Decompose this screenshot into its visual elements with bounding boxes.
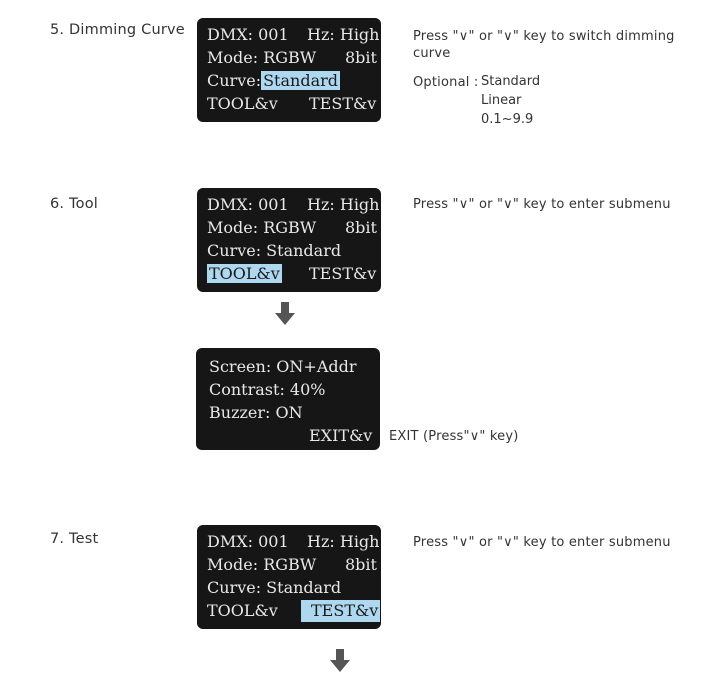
section-title-test: 7. Test bbox=[50, 531, 99, 547]
lcd-screen-dimming bbox=[197, 18, 381, 122]
dmx-address: DMX: 001 bbox=[207, 532, 289, 551]
curve-label: Curve: bbox=[207, 71, 262, 90]
lcd-screen-tool-submenu bbox=[196, 348, 380, 450]
option-linear: Linear bbox=[481, 93, 522, 108]
submenu-row-buzzer: Buzzer: ON bbox=[209, 403, 303, 422]
dimming-description-line1: Press "∨" or "∨" key to switch dimming bbox=[413, 29, 675, 44]
tool-description: Press "∨" or "∨" key to enter submenu bbox=[413, 197, 671, 212]
test-menu-item: TEST&v bbox=[309, 94, 377, 113]
hz-value: Hz: High bbox=[307, 532, 380, 551]
dimming-description bbox=[413, 28, 675, 62]
dmx-address: DMX: 001 bbox=[207, 25, 289, 44]
mode-value: Mode: RGBW bbox=[207, 48, 317, 67]
lcd-row-menu bbox=[207, 263, 375, 285]
option-range: 0.1~9.9 bbox=[481, 112, 534, 127]
bit-value: 8bit bbox=[345, 218, 377, 237]
lcd-row-menu bbox=[207, 600, 379, 622]
down-arrow-icon bbox=[275, 302, 295, 326]
submenu-row-exit bbox=[206, 425, 374, 447]
submenu-row-contrast: Contrast: 40% bbox=[209, 380, 326, 399]
dimming-description-line2: curve bbox=[413, 46, 451, 61]
mode-value: Mode: RGBW bbox=[207, 555, 317, 574]
lcd-screen-tool bbox=[197, 188, 381, 292]
down-arrow-icon bbox=[330, 649, 350, 673]
optional-values bbox=[481, 72, 540, 129]
tool-menu-item: TOOL&v bbox=[207, 601, 278, 620]
tool-menu-item: TOOL&v bbox=[207, 94, 278, 113]
bit-value: 8bit bbox=[345, 555, 377, 574]
test-description: Press "∨" or "∨" key to enter submenu bbox=[413, 535, 671, 550]
curve-value-highlighted: Standard bbox=[263, 71, 338, 90]
lcd-row-dmx bbox=[207, 194, 380, 216]
submenu-row-screen: Screen: ON+Addr bbox=[209, 357, 357, 376]
section-title-dimming-curve: 5. Dimming Curve bbox=[50, 22, 185, 38]
dmx-address: DMX: 001 bbox=[207, 195, 289, 214]
exit-menu-item: EXIT&v bbox=[309, 426, 373, 445]
lcd-row-dmx bbox=[207, 24, 380, 46]
lcd-row-curve bbox=[207, 240, 375, 262]
lcd-row-menu bbox=[207, 93, 375, 115]
lcd-row-mode bbox=[207, 217, 375, 239]
optional-label: Optional : bbox=[413, 75, 479, 90]
hz-value: Hz: High bbox=[307, 25, 380, 44]
lcd-screen-test bbox=[197, 525, 381, 629]
test-menu-item: TEST&v bbox=[309, 264, 377, 283]
hz-value: Hz: High bbox=[307, 195, 380, 214]
lcd-row-mode bbox=[207, 47, 375, 69]
lcd-row-dmx bbox=[207, 531, 380, 553]
exit-note: EXIT (Press"∨" key) bbox=[389, 429, 519, 444]
curve-value: Curve: Standard bbox=[207, 241, 342, 260]
option-standard: Standard bbox=[481, 74, 541, 89]
section-title-tool: 6. Tool bbox=[50, 196, 99, 212]
lcd-row-curve bbox=[207, 70, 375, 92]
curve-value: Curve: Standard bbox=[207, 578, 342, 597]
lcd-row-curve bbox=[207, 577, 375, 599]
tool-menu-item-highlighted: TOOL&v bbox=[209, 264, 280, 283]
mode-value: Mode: RGBW bbox=[207, 218, 317, 237]
test-menu-item-highlighted: TEST&v bbox=[301, 600, 380, 622]
lcd-row-mode bbox=[207, 554, 375, 576]
bit-value: 8bit bbox=[345, 48, 377, 67]
